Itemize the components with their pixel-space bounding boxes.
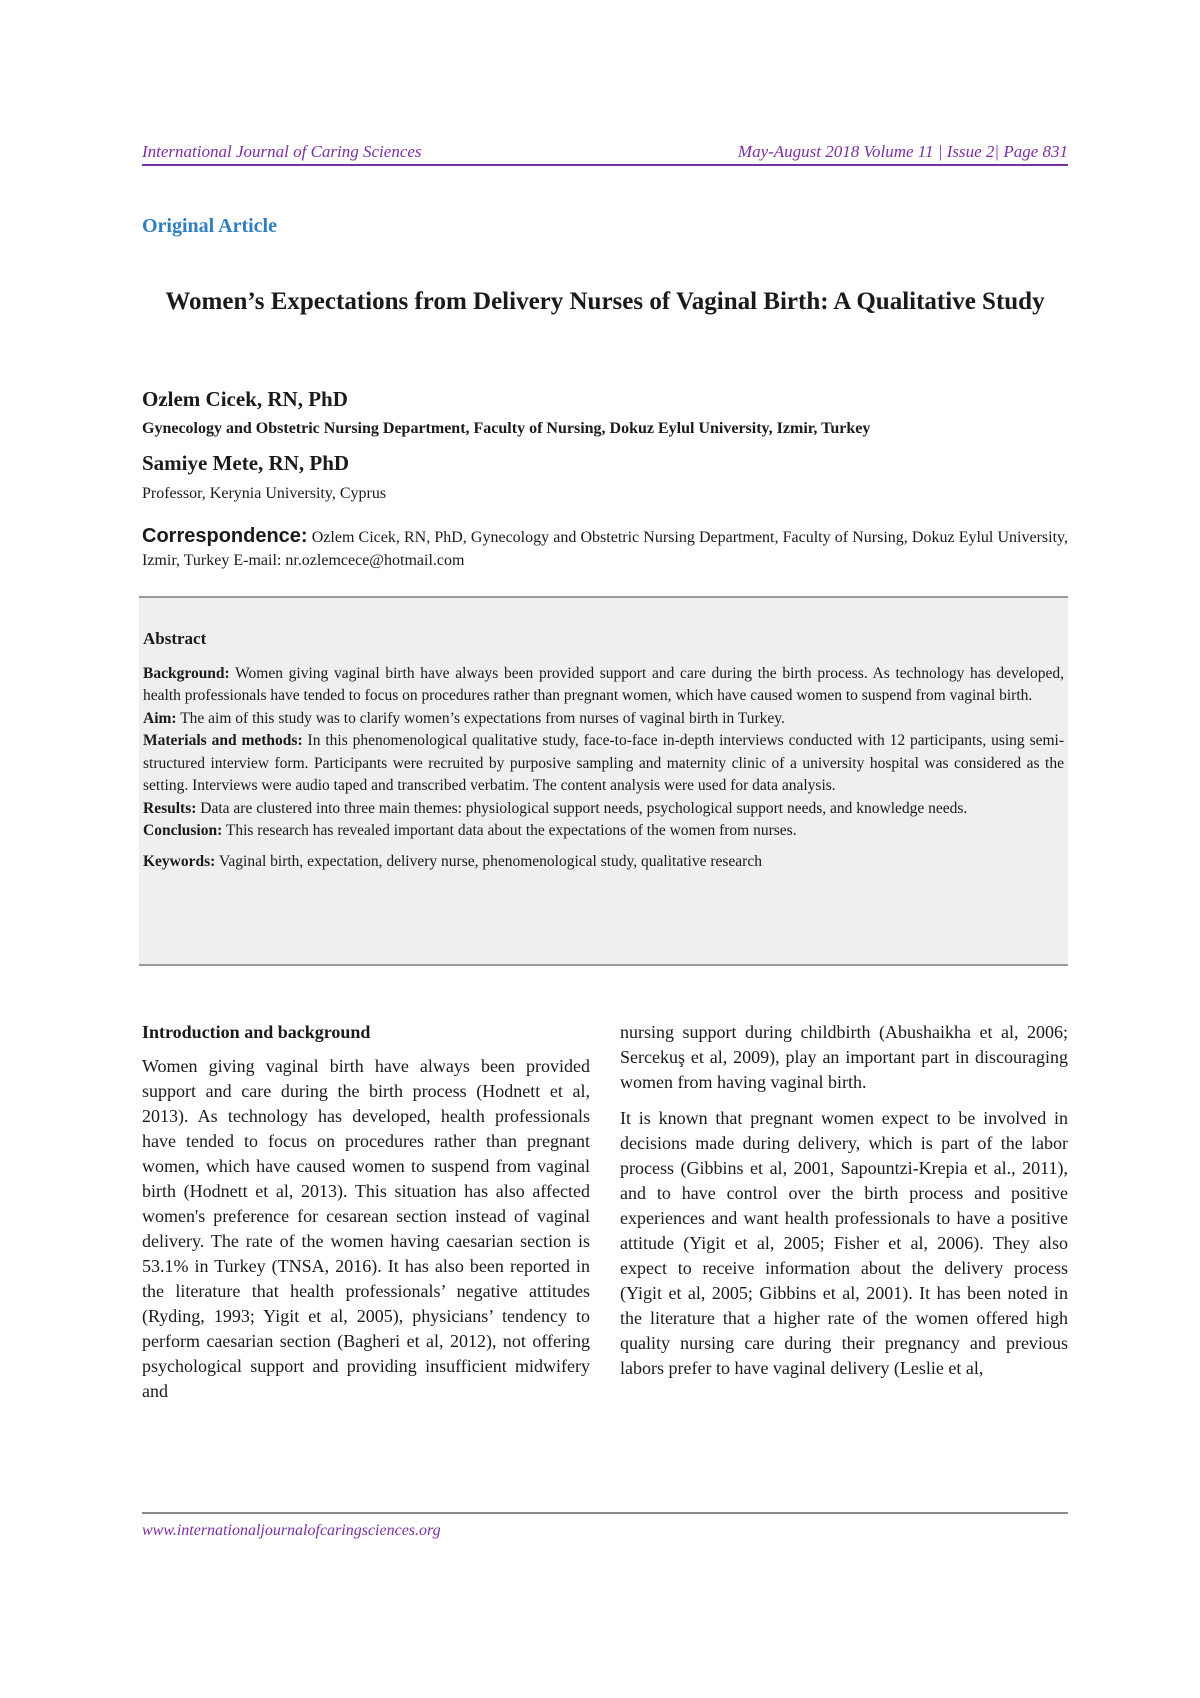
results-label: Results: (143, 799, 197, 817)
abstract-methods (143, 730, 1064, 798)
article-title: Women’s Expectations from Delivery Nurses of Vaginal Birth: A Qualitative Study (165, 288, 1045, 315)
abstract-heading: Abstract (143, 629, 207, 648)
author-name-1: Ozlem Cicek, RN, PhD (142, 387, 348, 411)
author-affiliation-1: Gynecology and Obstetric Nursing Department, Faculty of Nursing, Dokuz Eylul University, Izmir, Turkey (142, 420, 871, 437)
results-text: Data are clustered into three main themes: physiological support needs, psychological support needs, and knowledge needs. (200, 799, 968, 817)
abstract-conclusion (143, 820, 1064, 843)
background-text: Women giving vaginal birth have always been provided support and care during the birth process. As technology has developed, health professionals have tended to focus on procedures rather than pregnant women, which have caused women to suspend from vaginal birth. (143, 664, 1064, 704)
body-column-left (142, 1020, 590, 1415)
conclusion-text: This research has revealed important data about the expectations of the women from nurses. (225, 822, 797, 839)
background-label: Background: (143, 664, 230, 682)
footer-url: www.internationaljournalofcaringsciences.org (142, 1522, 441, 1539)
correspondence-text: Ozlem Cicek, RN, PhD, Gynecology and Obstetric Nursing Department, Faculty of Nursing, Dokuz Eylul University, Izmir, Turkey E-mail: nr.ozlemcece@hotmail.com (142, 529, 1068, 569)
abstract-results (143, 798, 1064, 821)
methods-label: Materials and methods: (143, 732, 303, 749)
abstract-keywords (143, 851, 1064, 874)
author-affiliation-2: Professor, Kerynia University, Cyprus (142, 485, 387, 502)
running-header (142, 142, 1068, 166)
abstract-box (139, 596, 1068, 966)
body-paragraph: It is known that pregnant women expect to be involved in decisions made during delivery, which is part of the labor process (Gibbins et al, 2001, Sapountzi-Krepia et al., 2011), and to have control over the birth process and positive experiences and want health professionals to have a positive attitude (Yigit et al, 2005; Fisher et al, 2006). They also expect to receive information about the delivery process (Yigit et al, 2005; Gibbins et al, 2001). It has been noted in the literature that a higher rate of the women offered high quality nursing care during their pregnancy and previous labors prefer to have vaginal delivery (Leslie et al, (620, 1108, 1068, 1378)
methods-text: In this phenomenological qualitative study, face-to-face in-depth interviews conducted with 12 participants, using semi-structured interview form. Participants were recruited by purposive sampling and maternity clinic of a university hospital was considered as the setting. Interviews were audio taped and transcribed verbatim. The content analysis were used for data analysis. (143, 732, 1065, 794)
abstract-aim (143, 708, 1064, 731)
body-paragraph: nursing support during childbirth (Abushaikha et al, 2006; Sercekuş et al, 2009), play an important part in discouraging women from having vaginal birth. (620, 1022, 1068, 1092)
article-type: Original Article (142, 215, 277, 237)
issue-info: May-August 2018 Volume 11 | Issue 2| Page 831 (737, 142, 1068, 161)
conclusion-label: Conclusion: (143, 822, 223, 839)
correspondence (142, 525, 1068, 572)
keywords-text: Vaginal birth, expectation, delivery nurse, phenomenological study, qualitative research (218, 852, 762, 870)
journal-name: International Journal of Caring Sciences (142, 142, 422, 161)
keywords-label: Keywords: (143, 852, 216, 870)
aim-label: Aim: (143, 709, 177, 727)
body-column-right (620, 1020, 1068, 1392)
aim-text: The aim of this study was to clarify women’s expectations from nurses of vaginal birth in Turkey. (180, 709, 785, 727)
section-heading-introduction: Introduction and background (142, 1022, 371, 1042)
author-name-2: Samiye Mete, RN, PhD (142, 451, 350, 475)
footer-divider (142, 1512, 1068, 1514)
body-paragraph: Women giving vaginal birth have always been provided support and care during the birth process (Hodnett et al, 2013). As technology has developed, health professionals have tended to focus on procedures rather than pregnant women, which have caused women to suspend from vaginal birth (Hodnett et al, 2013). This situation has also affected women's preference for cesarean section instead of vaginal delivery. The rate of the women having caesarian section is 53.1% in Turkey (TNSA, 2016). It has also been reported in the literature that health professionals’ negative attitudes (Ryding, 1993; Yigit et al, 2005), physicians’ tendency to perform caesarian section (Bagheri et al, 2012), not offering psychological support and providing insufficient midwifery and (142, 1056, 590, 1401)
abstract-background (143, 663, 1064, 708)
correspondence-label: Correspondence: (142, 525, 308, 547)
